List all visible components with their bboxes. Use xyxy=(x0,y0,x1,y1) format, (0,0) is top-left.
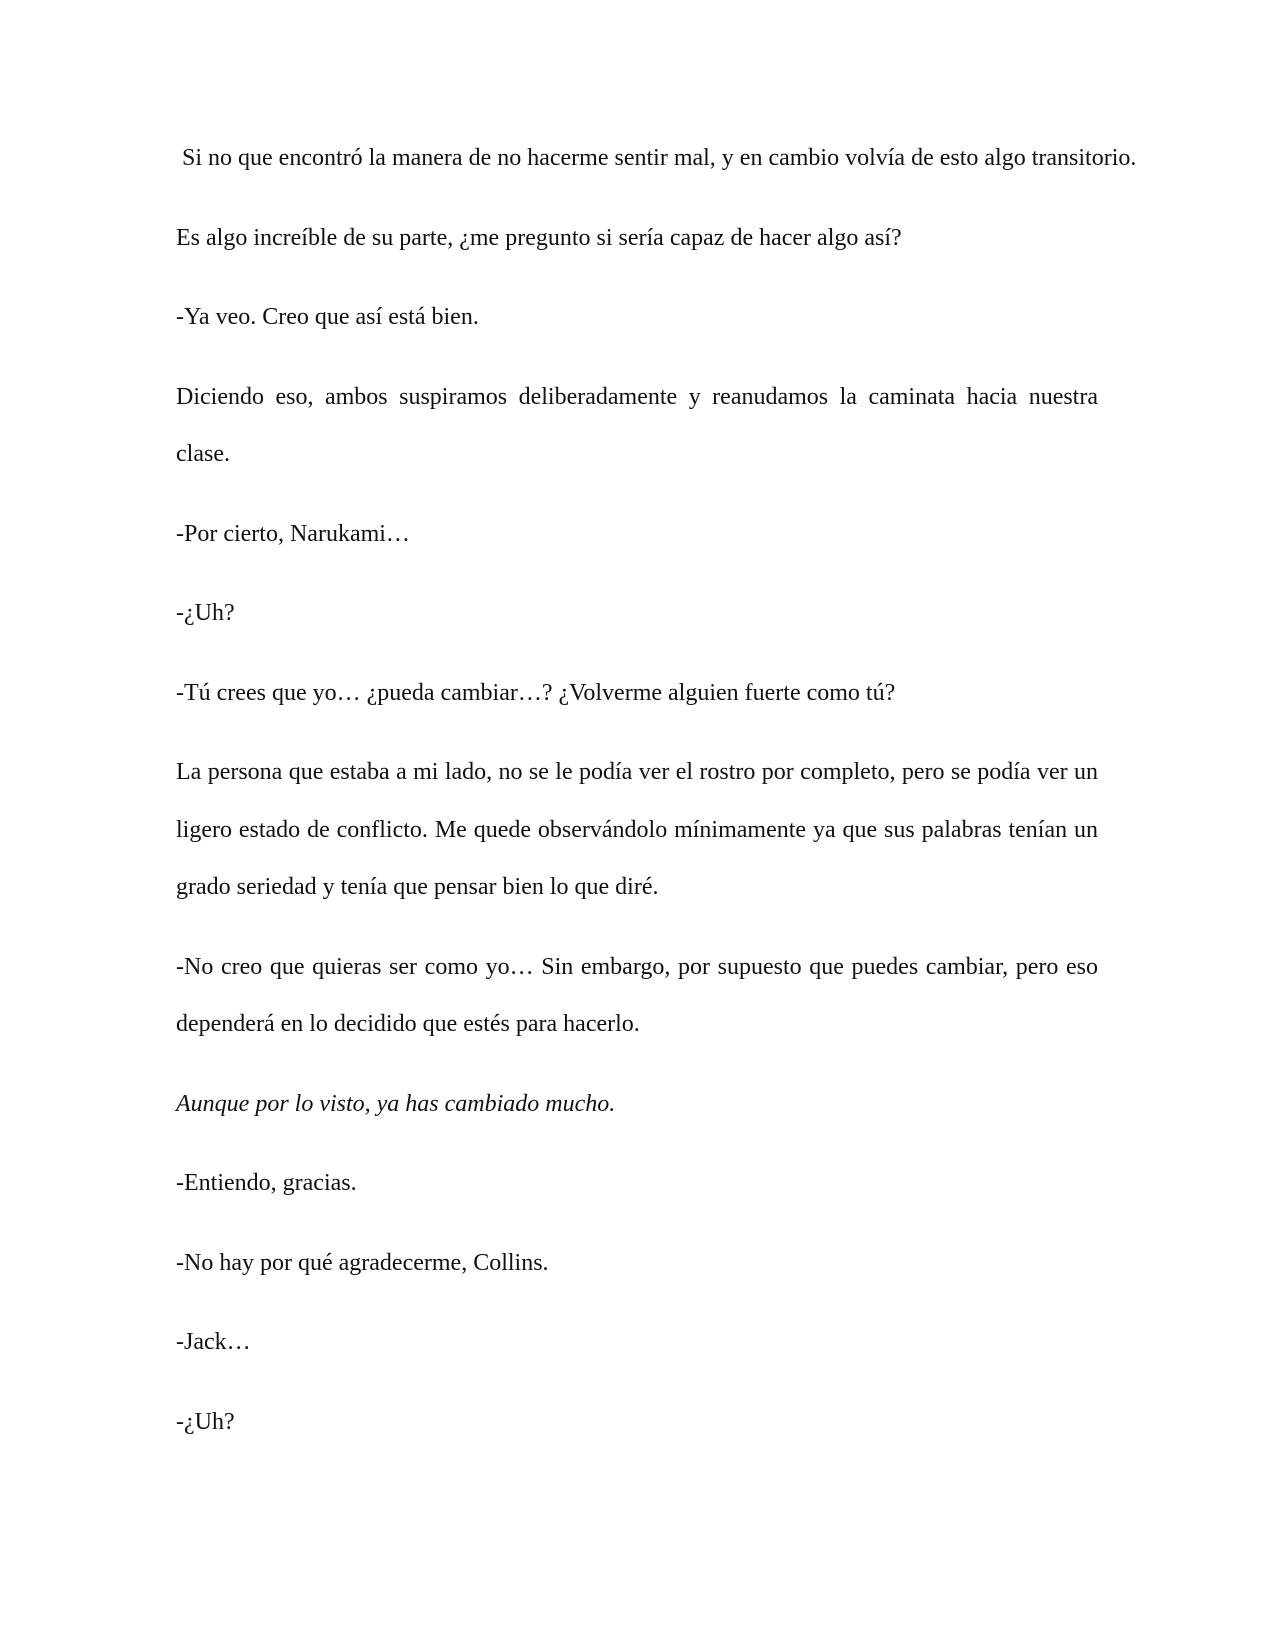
paragraph-text: Si no que encontró la manera de no hacerme sentir mal, y en cambio volvía de esto algo transitorio. xyxy=(176,145,1137,171)
dialogue-line: -Jack… xyxy=(176,1329,251,1355)
dialogue-line: -No creo que quieras ser como yo… Sin embargo, por supuesto que puedes cambiar, pero eso dependerá en lo decidido que estés para hacerlo. xyxy=(176,953,1098,1037)
paragraph xyxy=(176,130,1137,188)
paragraph: Es algo increíble de su parte, ¿me pregunto si sería capaz de hacer algo así? xyxy=(176,224,902,251)
dialogue-line: -Tú crees que yo… ¿pueda cambiar…? ¿Volverme alguien fuerte como tú? xyxy=(176,679,896,706)
dialogue-line: -¿Uh? xyxy=(176,600,235,626)
paragraph: La persona que estaba a mi lado, no se le podía ver el rostro por completo, pero se podía ver un ligero estado de conflicto. Me quede observándolo mínimamente ya que sus palabras tenían un grado seriedad y tenía que pensar bien lo que diré. xyxy=(176,759,1098,900)
dialogue-line: -Por cierto, Narukami… xyxy=(176,520,410,547)
dialogue-line: -Ya veo. Creo que así está bien. xyxy=(176,304,479,330)
paragraph: Diciendo eso, ambos suspiramos deliberadamente y reanudamos la caminata hacia nuestra clase. xyxy=(176,383,1098,467)
inner-thought: Aunque por lo visto, ya has cambiado mucho. xyxy=(176,1090,616,1117)
dialogue-line: -No hay por qué agradecerme, Collins. xyxy=(176,1249,549,1276)
dialogue-line: -Entiendo, gracias. xyxy=(176,1170,357,1196)
document-page xyxy=(176,130,1137,1473)
dialogue-line: -¿Uh? xyxy=(176,1408,235,1435)
